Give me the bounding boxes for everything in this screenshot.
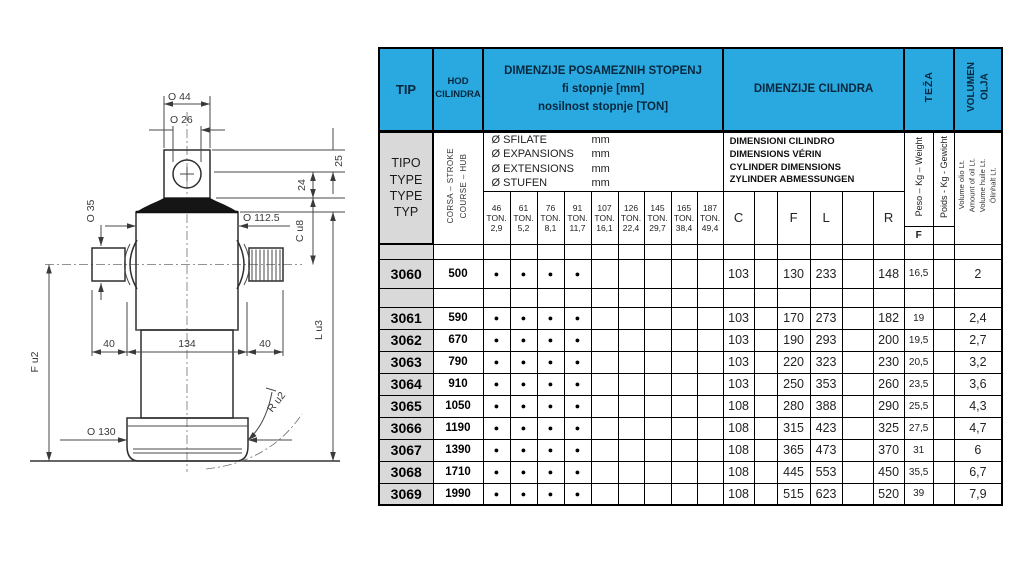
stage-dot: ● — [483, 417, 510, 439]
f-value: 445 — [777, 461, 810, 483]
c-value: 108 — [723, 461, 754, 483]
r-value: 148 — [873, 259, 904, 288]
volume-value: 3,2 — [954, 351, 1002, 373]
base-dia-label: O 130 — [87, 426, 116, 438]
stage-dot: ● — [564, 329, 591, 351]
volume-value: 4,3 — [954, 395, 1002, 417]
stage-empty — [591, 373, 618, 395]
thread-hatching — [252, 250, 280, 281]
poids-value — [933, 439, 954, 461]
stage-dot: ● — [483, 439, 510, 461]
stage-empty — [697, 483, 723, 505]
volume-value: 6,7 — [954, 461, 1002, 483]
subheader-col-empty1 — [754, 191, 777, 244]
subheader-tipo: TIPO TYPE TYPE TYP — [379, 131, 433, 244]
f-value: 170 — [777, 307, 810, 329]
l-value: 388 — [810, 395, 842, 417]
c-value: 103 — [723, 373, 754, 395]
empty-cell — [754, 329, 777, 351]
dim-f-label: F u2 — [29, 351, 41, 373]
l-value: 423 — [810, 417, 842, 439]
stage-empty — [671, 461, 697, 483]
stage-dot: ● — [510, 439, 537, 461]
subheader-peso-f: F — [904, 226, 933, 244]
peso-value: 16,5 — [904, 259, 933, 288]
volume-value: 3,6 — [954, 373, 1002, 395]
cap-bottom-lines — [133, 449, 242, 453]
volume-value: 2 — [954, 259, 1002, 288]
pin-dia-label: O 35 — [85, 199, 97, 223]
stage-empty — [618, 329, 644, 351]
stage-dot: ● — [564, 351, 591, 373]
empty-cell — [754, 259, 777, 288]
stage-dot: ● — [483, 329, 510, 351]
dim-134-label: 134 — [178, 338, 196, 350]
f-value: 250 — [777, 373, 810, 395]
eye-outer-dia-label: O 44 — [168, 91, 191, 103]
spec-table — [378, 47, 1003, 506]
empty-cell — [842, 461, 873, 483]
stage-empty — [671, 439, 697, 461]
ton-col-header-107: 107 TON. 16,1 — [591, 191, 618, 244]
stage-empty — [591, 439, 618, 461]
stage-empty — [697, 373, 723, 395]
l-value: 473 — [810, 439, 842, 461]
hod-cell: 1190 — [433, 417, 483, 439]
spec-row-3061 — [379, 307, 1002, 329]
ton-col-header-126: 126 TON. 22,4 — [618, 191, 644, 244]
header-teza — [904, 48, 954, 131]
ton-col-header-145: 145 TON. 29,7 — [644, 191, 671, 244]
peso-value: 39 — [904, 483, 933, 505]
stage-dot: ● — [483, 259, 510, 288]
stage-empty — [644, 395, 671, 417]
stage-dot: ● — [564, 417, 591, 439]
eye-inner-dia-label: O 26 — [170, 114, 193, 126]
hod-cell: 670 — [433, 329, 483, 351]
l-value: 273 — [810, 307, 842, 329]
spec-row-3060 — [379, 259, 1002, 288]
r-value: 200 — [873, 329, 904, 351]
poids-value — [933, 395, 954, 417]
spec-row-3065 — [379, 395, 1002, 417]
subheader-col-c: C — [723, 191, 754, 244]
tip-cell: 3065 — [379, 395, 433, 417]
c-value: 108 — [723, 483, 754, 505]
stage-dot: ● — [510, 329, 537, 351]
stage-empty — [697, 351, 723, 373]
empty-cell — [754, 307, 777, 329]
stage-dot: ● — [537, 329, 564, 351]
stage-empty — [618, 259, 644, 288]
subheader-peso: Peso – Kg – Weight — [904, 131, 933, 226]
empty-cell — [842, 307, 873, 329]
l-value: 293 — [810, 329, 842, 351]
barrel-dia-label: O 112.5 — [243, 212, 280, 224]
stage-empty — [671, 307, 697, 329]
stage-empty — [697, 329, 723, 351]
header-dimenzije-cilindra: DIMENZIJE CILINDRA — [723, 48, 904, 131]
spec-table-wrap — [378, 47, 1003, 506]
r-value: 370 — [873, 439, 904, 461]
tip-cell: 3063 — [379, 351, 433, 373]
stage-dot: ● — [564, 259, 591, 288]
stage-empty — [591, 395, 618, 417]
stage-empty — [644, 329, 671, 351]
subheader-col-empty2 — [842, 191, 873, 244]
poids-value — [933, 483, 954, 505]
stage-dot: ● — [483, 351, 510, 373]
hod-cell: 500 — [433, 259, 483, 288]
poids-value — [933, 351, 954, 373]
stage-dot: ● — [510, 417, 537, 439]
dim-24-label: 24 — [296, 179, 308, 191]
spec-row-3063 — [379, 351, 1002, 373]
stage-dot: ● — [564, 461, 591, 483]
stage-dot: ● — [510, 373, 537, 395]
c-value: 103 — [723, 351, 754, 373]
l-value: 233 — [810, 259, 842, 288]
header-teza-text: TEŽA — [923, 71, 936, 103]
l-value: 323 — [810, 351, 842, 373]
f-value: 130 — [777, 259, 810, 288]
dim-25-label: 25 — [333, 155, 345, 167]
spec-row-3068 — [379, 461, 1002, 483]
poids-value — [933, 461, 954, 483]
peso-value: 20,5 — [904, 351, 933, 373]
stage-dot: ● — [537, 307, 564, 329]
empty-cell — [754, 417, 777, 439]
r-value: 520 — [873, 483, 904, 505]
stage-dot: ● — [537, 483, 564, 505]
c-value: 103 — [723, 259, 754, 288]
header-tip: TIP — [379, 48, 433, 131]
hod-cell: 1990 — [433, 483, 483, 505]
volume-value: 4,7 — [954, 417, 1002, 439]
stage-dot: ● — [483, 395, 510, 417]
empty-cell — [842, 439, 873, 461]
f-value: 220 — [777, 351, 810, 373]
stage-empty — [671, 483, 697, 505]
c-value: 108 — [723, 439, 754, 461]
hod-cell: 1710 — [433, 461, 483, 483]
tip-cell: 3068 — [379, 461, 433, 483]
stopnje-line2: fi stopnje [mm] — [561, 83, 645, 96]
stage-empty — [618, 373, 644, 395]
f-value: 280 — [777, 395, 810, 417]
stage-empty — [644, 417, 671, 439]
subheader-poids-empty — [933, 226, 954, 244]
empty-cell — [842, 329, 873, 351]
cylinder-technical-drawing — [0, 0, 378, 576]
subheader-col-l: L — [810, 191, 842, 244]
stage-dot: ● — [564, 483, 591, 505]
stage-empty — [671, 417, 697, 439]
ton-col-header-76: 76 TON. 8,1 — [537, 191, 564, 244]
subheader-col-f: F — [777, 191, 810, 244]
stage-empty — [618, 439, 644, 461]
stage-dot: ● — [483, 307, 510, 329]
l-value: 623 — [810, 483, 842, 505]
volume-value: 2,7 — [954, 329, 1002, 351]
stage-empty — [618, 483, 644, 505]
volume-value: 2,4 — [954, 307, 1002, 329]
ton-col-header-46: 46 TON. 2,9 — [483, 191, 510, 244]
ton-col-header-61: 61 TON. 5,2 — [510, 191, 537, 244]
empty-cell — [754, 395, 777, 417]
empty-cell — [754, 373, 777, 395]
stage-empty — [671, 259, 697, 288]
spec-row-3069 — [379, 483, 1002, 505]
empty-cell — [754, 439, 777, 461]
stopnje-line1: DIMENZIJE POSAMEZNIH STOPENJ — [504, 64, 702, 77]
stage-dot: ● — [537, 461, 564, 483]
subheader-poids: Poids - Kg - Gewicht — [933, 131, 954, 226]
stage-dot: ● — [564, 307, 591, 329]
spacer-row — [379, 244, 1002, 259]
empty-cell — [842, 259, 873, 288]
right-extension-lines — [212, 150, 345, 212]
peso-value: 19,5 — [904, 329, 933, 351]
tip-cell: 3060 — [379, 259, 433, 288]
dim-c-label: C u8 — [294, 219, 306, 243]
stage-empty — [591, 307, 618, 329]
stage-empty — [644, 259, 671, 288]
poids-value — [933, 373, 954, 395]
c-value: 103 — [723, 307, 754, 329]
peso-value: 23,5 — [904, 373, 933, 395]
dim-l-label: L u3 — [313, 319, 325, 341]
stage-empty — [644, 373, 671, 395]
f-value: 315 — [777, 417, 810, 439]
volume-value: 6 — [954, 439, 1002, 461]
stage-dot: ● — [537, 373, 564, 395]
hod-cell: 590 — [433, 307, 483, 329]
stage-dot: ● — [537, 259, 564, 288]
stage-empty — [671, 373, 697, 395]
r-value: 450 — [873, 461, 904, 483]
subheader-col-r: R — [873, 191, 904, 244]
stage-dot: ● — [537, 395, 564, 417]
peso-value: 35,5 — [904, 461, 933, 483]
header-hod-line2: CILINDRA — [435, 89, 481, 101]
empty-cell — [842, 351, 873, 373]
volumen-line1: VOLUMEN — [965, 61, 977, 112]
stage-dot: ● — [510, 307, 537, 329]
stage-empty — [671, 395, 697, 417]
r-value: 290 — [873, 395, 904, 417]
stage-dot: ● — [537, 439, 564, 461]
volumen-line2: OLJA — [979, 73, 991, 101]
poids-value — [933, 259, 954, 288]
stage-empty — [618, 307, 644, 329]
stage-empty — [697, 439, 723, 461]
tip-cell: 3066 — [379, 417, 433, 439]
empty-cell — [842, 483, 873, 505]
stage-dot: ● — [510, 483, 537, 505]
subheader-volume-olio: Volume olio Lt. Amount of oil Lt. Volume huile Lt. Ölinhalt Lt. — [954, 131, 1002, 244]
stage-dot: ● — [537, 417, 564, 439]
c-value: 103 — [723, 329, 754, 351]
stage-dot: ● — [564, 373, 591, 395]
subheader-sfilate: Ø SFILATE mm Ø EXPANSIONS mm Ø EXTENSIONS mm Ø STUFEN mm — [483, 131, 723, 191]
header-hod-line1: HOD — [447, 76, 469, 88]
c-value: 108 — [723, 395, 754, 417]
f-value: 190 — [777, 329, 810, 351]
subheader-corsa-stroke: CORSA – STROKE COURSE – HUB — [433, 131, 483, 244]
f-value: 365 — [777, 439, 810, 461]
stage-empty — [591, 417, 618, 439]
empty-cell — [754, 461, 777, 483]
tip-cell: 3069 — [379, 483, 433, 505]
r-value: 260 — [873, 373, 904, 395]
empty-cell — [754, 351, 777, 373]
stage-dot: ● — [510, 461, 537, 483]
tip-cell: 3061 — [379, 307, 433, 329]
base-cap — [127, 418, 248, 461]
stage-dot: ● — [483, 373, 510, 395]
stage-empty — [644, 351, 671, 373]
hod-cell: 1390 — [433, 439, 483, 461]
peso-value: 27,5 — [904, 417, 933, 439]
stage-empty — [618, 461, 644, 483]
stage-dot: ● — [483, 461, 510, 483]
poids-value — [933, 307, 954, 329]
empty-cell — [842, 395, 873, 417]
stage-empty — [644, 439, 671, 461]
stage-empty — [644, 307, 671, 329]
stage-empty — [591, 329, 618, 351]
stopnje-line3: nosilnost stopnje [TON] — [537, 101, 669, 114]
hod-cell: 910 — [433, 373, 483, 395]
ton-col-header-165: 165 TON. 38,4 — [671, 191, 697, 244]
stage-dot: ● — [510, 259, 537, 288]
stage-cone — [136, 198, 238, 212]
stage-empty — [591, 351, 618, 373]
stage-empty — [644, 461, 671, 483]
poids-value — [933, 417, 954, 439]
spec-row-3067 — [379, 439, 1002, 461]
radius-leader-tick — [266, 388, 276, 391]
stage-empty — [644, 483, 671, 505]
stage-dot: ● — [564, 439, 591, 461]
stage-empty — [697, 259, 723, 288]
stage-dot: ● — [564, 395, 591, 417]
empty-cell — [842, 417, 873, 439]
stage-empty — [697, 417, 723, 439]
spec-row-3062 — [379, 329, 1002, 351]
volume-value: 7,9 — [954, 483, 1002, 505]
stage-empty — [697, 307, 723, 329]
peso-value: 19 — [904, 307, 933, 329]
empty-cell — [754, 483, 777, 505]
peso-value: 31 — [904, 439, 933, 461]
stage-dot: ● — [483, 483, 510, 505]
stage-empty — [591, 461, 618, 483]
stage-empty — [697, 461, 723, 483]
stage-empty — [697, 395, 723, 417]
dim-40l-label: 40 — [103, 338, 115, 350]
r-value: 230 — [873, 351, 904, 373]
f-value: 515 — [777, 483, 810, 505]
stage-empty — [591, 483, 618, 505]
c-value: 108 — [723, 417, 754, 439]
spec-row-3066 — [379, 417, 1002, 439]
empty-cell — [842, 373, 873, 395]
ton-col-header-187: 187 TON. 49,4 — [697, 191, 723, 244]
stage-dot: ● — [510, 351, 537, 373]
eye-center-cross — [180, 167, 194, 181]
dim-40r-label: 40 — [259, 338, 271, 350]
stage-empty — [671, 329, 697, 351]
stage-dot: ● — [510, 395, 537, 417]
tip-cell: 3062 — [379, 329, 433, 351]
stage-empty — [618, 351, 644, 373]
tip-cell: 3067 — [379, 439, 433, 461]
hod-cell: 1050 — [433, 395, 483, 417]
stage-dot: ● — [537, 351, 564, 373]
stage-empty — [618, 417, 644, 439]
radius-leader — [248, 392, 272, 440]
header-dimenzije-stopenj — [483, 48, 723, 131]
stage-empty — [618, 395, 644, 417]
r-value: 325 — [873, 417, 904, 439]
dim-r-label: R u2 — [265, 389, 289, 415]
header-volumen-olja — [954, 48, 1002, 131]
stage-empty — [591, 259, 618, 288]
spacer-row — [379, 288, 1002, 307]
spec-row-3064 — [379, 373, 1002, 395]
r-value: 182 — [873, 307, 904, 329]
stage-empty — [671, 351, 697, 373]
tip-cell: 3064 — [379, 373, 433, 395]
subheader-dimensioni: DIMENSIONI CILINDRO DIMENSIONS VÉRIN CYLINDER DIMENSIONS ZYLINDER ABMESSUNGEN — [723, 131, 904, 191]
header-hod-cilindra — [433, 48, 483, 131]
ton-col-header-91: 91 TON. 11,7 — [564, 191, 591, 244]
peso-value: 25,5 — [904, 395, 933, 417]
l-value: 353 — [810, 373, 842, 395]
l-value: 553 — [810, 461, 842, 483]
poids-value — [933, 329, 954, 351]
hod-cell: 790 — [433, 351, 483, 373]
